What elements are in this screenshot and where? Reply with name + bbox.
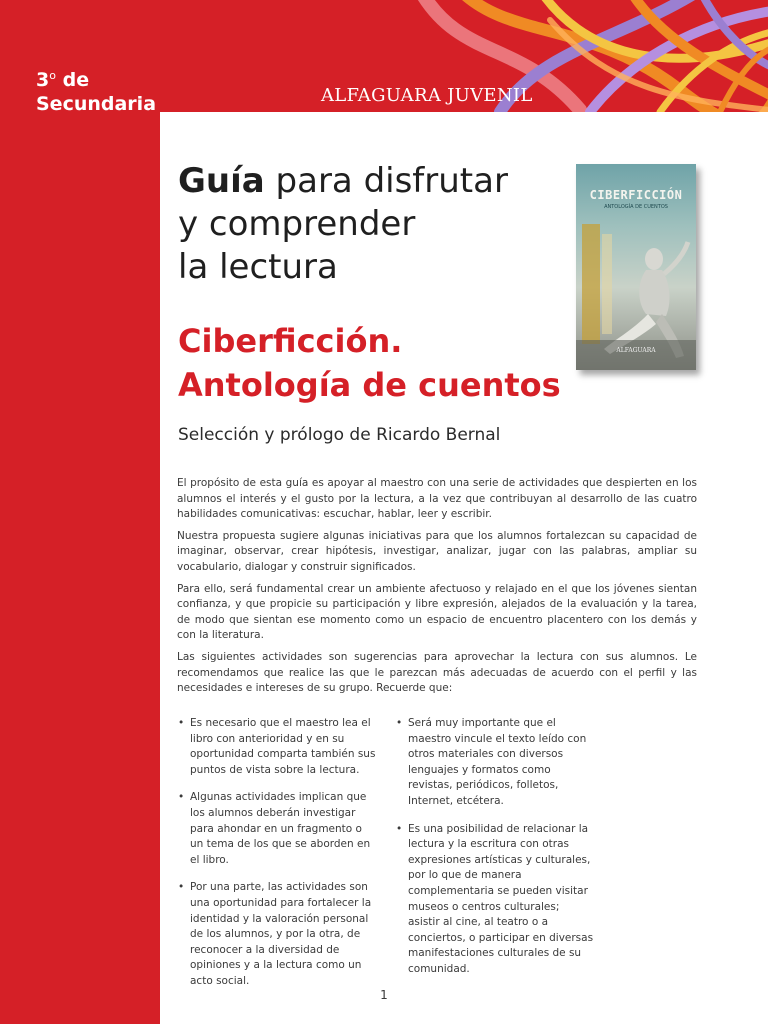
grade-level: Secundaria xyxy=(36,93,157,115)
book-title-line1: Ciberficción. xyxy=(178,322,403,360)
book-subtitle: Selección y prólogo de Ricardo Bernal xyxy=(178,425,501,445)
list-item: • Algunas actividades implican que los alumnos deberán investigar para ahondar en un fragmento o un tema de los que se aborden en el libro. xyxy=(178,790,378,868)
list-item: • Por una parte, las actividades son una oportunidad para fortalecer la identidad y la valoración personal de los alumnos, y por la otra, de reconocer a la diversidad de opiniones y a la lectura como un acto social. xyxy=(178,880,378,989)
grade-ordinal: o xyxy=(49,69,56,82)
cover-publisher: ALFAGUARA xyxy=(616,347,656,354)
title-line2: y comprender xyxy=(178,204,416,244)
list-item: • Es una posibilidad de relacionar la lectura y la escritura con otras expresiones artísticas y culturales, por lo que de manera complementaria se pueden visitar museos o centros culturales; asistir al cine, al teatro o a conciertos, o participar en diversas manifestaciones culturales de su comunidad. xyxy=(396,822,594,978)
title-line3: la lectura xyxy=(178,247,338,287)
intro-text xyxy=(177,476,697,703)
intro-paragraph: El propósito de esta guía es apoyar al maestro con una serie de actividades que despierten en los alumnos el interés y el gusto por la lectura, a la vez que contribuyan al desarrollo de las cuatro habilidades comunicativas: escuchar, hablar, leer y escribir. xyxy=(177,477,697,521)
header-banner xyxy=(160,0,768,112)
page-number: 1 xyxy=(380,988,388,1002)
list-item: • Será muy importante que el maestro vincule el texto leído con otros materiales con diversos lenguajes y formatos como revistas, periódicos, folletos, Internet, etcétera. xyxy=(396,716,594,810)
book-title xyxy=(178,319,598,407)
intro-paragraph: Las siguientes actividades son sugerencias para aprovechar la lectura con sus alumnos. Le recomendamos que realice las que le parezcan más adecuadas de acuerdo con el perfil y las necesidades e intereses de su grupo. Recuerde que: xyxy=(177,650,697,695)
red-sidebar xyxy=(0,0,160,1024)
title-bold-word: Guía xyxy=(178,161,265,201)
grade-number: 3 xyxy=(36,69,50,91)
cover-subtitle: ANTOLOGÍA DE CUENTOS xyxy=(604,204,668,210)
grade-label xyxy=(36,64,156,116)
guide-title xyxy=(178,160,568,289)
bullet-list-left xyxy=(178,716,378,1002)
book-title-line2: Antología de cuentos xyxy=(178,366,561,404)
bullet-list-right xyxy=(396,716,594,990)
cover-title: CIBERFICCIÓN xyxy=(589,188,683,202)
intro-paragraph: Para ello, será fundamental crear un ambiente afectuoso y relajado en el que los jóvenes sientan confianza, y que propicie su participación y libre expresión, alejados de la evaluación y la tarea, de modo que sientan ese momento como un espacio de encuentro placentero con los demás y con la literatura. xyxy=(177,582,697,642)
publisher-name: ALFAGUARA JUVENIL xyxy=(321,85,533,106)
grade-word: de xyxy=(62,69,90,91)
list-item: • Es necesario que el maestro lea el libro con anterioridad y en su oportunidad comparta también sus puntos de vista sobre la lectura. xyxy=(178,716,378,778)
intro-paragraph: Nuestra propuesta sugiere algunas iniciativas para que los alumnos fortalezcan su capacidad de imaginar, observar, crear hipótesis, investigar, analizar, jugar con las palabras, ampliar su vocabulario, dialogar y construir significados. xyxy=(177,529,697,573)
title-line1-rest: para disfrutar xyxy=(275,161,508,201)
